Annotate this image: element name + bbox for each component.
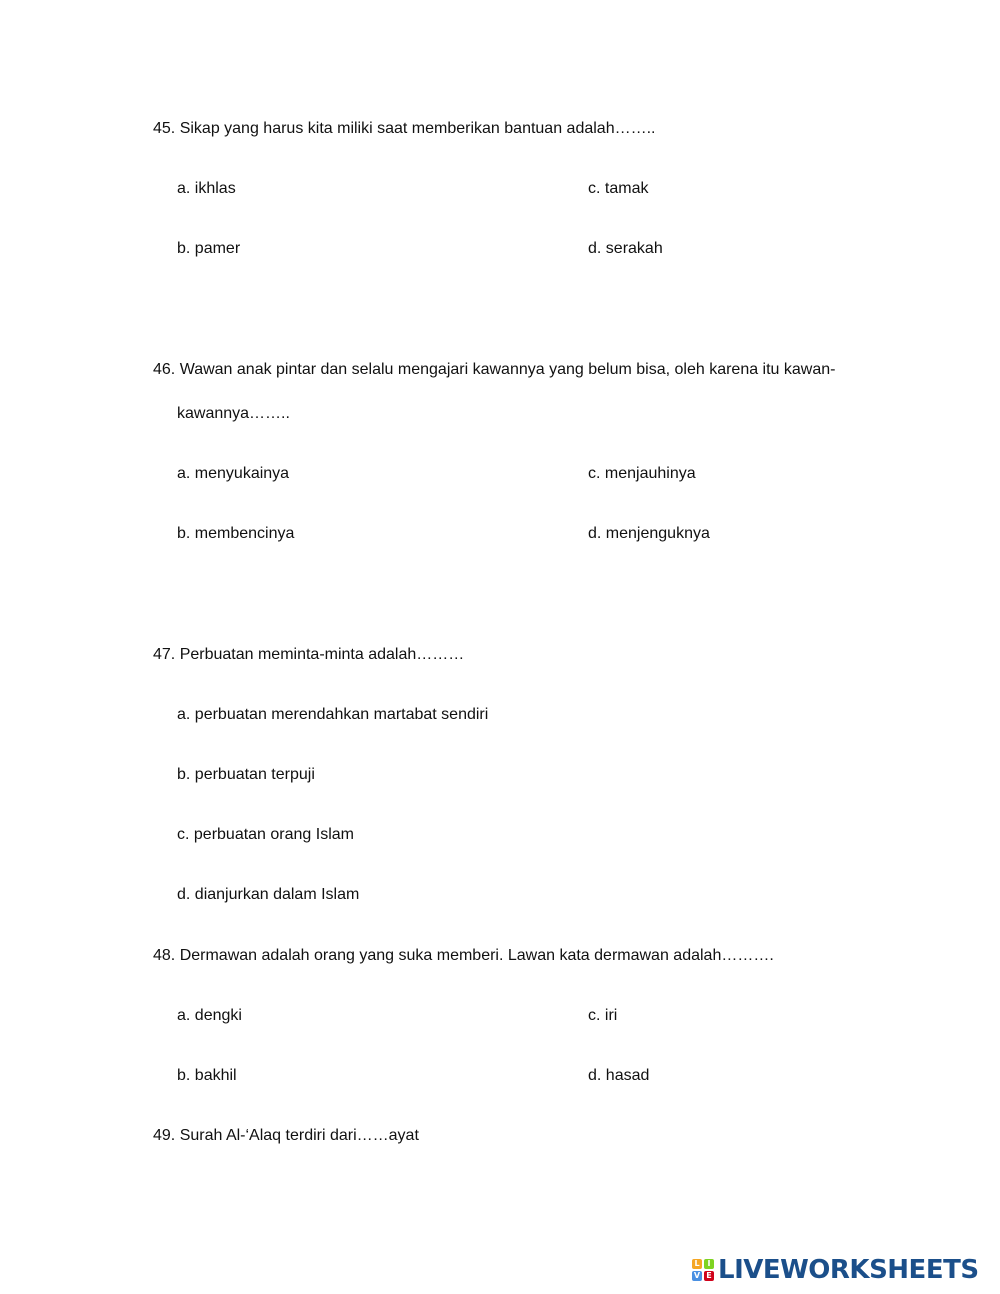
question-47-option-a: a. perbuatan merendahkan martabat sendiri [177, 706, 489, 723]
question-47-option-d: d. dianjurkan dalam Islam [177, 886, 360, 903]
question-47-option-b: b. perbuatan terpuji [177, 766, 315, 783]
question-48-text: 48. Dermawan adalah orang yang suka memberi. Lawan kata dermawan adalah………. [153, 947, 774, 964]
question-49-text: 49. Surah Al-‘Alaq terdiri dari……ayat [153, 1127, 419, 1144]
question-45-option-a: a. ikhlas [177, 180, 236, 197]
question-47-option-c: c. perbuatan orang Islam [177, 826, 354, 843]
question-46-option-b: b. membencinya [177, 525, 295, 542]
logo-mark-i: I [704, 1259, 714, 1269]
liveworksheets-logo-icon [692, 1259, 714, 1281]
question-46-option-c: c. menjauhinya [588, 465, 696, 482]
question-48-option-b: b. bakhil [177, 1067, 237, 1084]
question-48-option-a: a. dengki [177, 1007, 242, 1024]
question-48-option-c: c. iri [588, 1007, 618, 1024]
question-46-option-a: a. menyukainya [177, 465, 290, 482]
question-48-option-d: d. hasad [588, 1067, 650, 1084]
logo-mark-l: L [692, 1259, 702, 1269]
question-47-text: 47. Perbuatan meminta-minta adalah……… [153, 646, 465, 663]
question-45-text: 45. Sikap yang harus kita miliki saat memberikan bantuan adalah…….. [153, 120, 656, 137]
liveworksheets-logo [692, 1256, 979, 1284]
question-45-option-b: b. pamer [177, 240, 241, 257]
logo-mark-v: V [693, 1271, 701, 1280]
question-45-option-d: d. serakah [588, 240, 663, 257]
logo-mark-e: E [704, 1271, 714, 1281]
question-46-text-line1: 46. Wawan anak pintar dan selalu mengajari kawannya yang belum bisa, oleh karena itu kawan- [153, 361, 836, 378]
liveworksheets-logo-text: LIVEWORKSHEETS [718, 1255, 979, 1285]
question-45-option-c: c. tamak [588, 180, 649, 197]
question-46-text-line2: kawannya…….. [177, 405, 290, 422]
question-46-option-d: d. menjenguknya [588, 525, 710, 542]
